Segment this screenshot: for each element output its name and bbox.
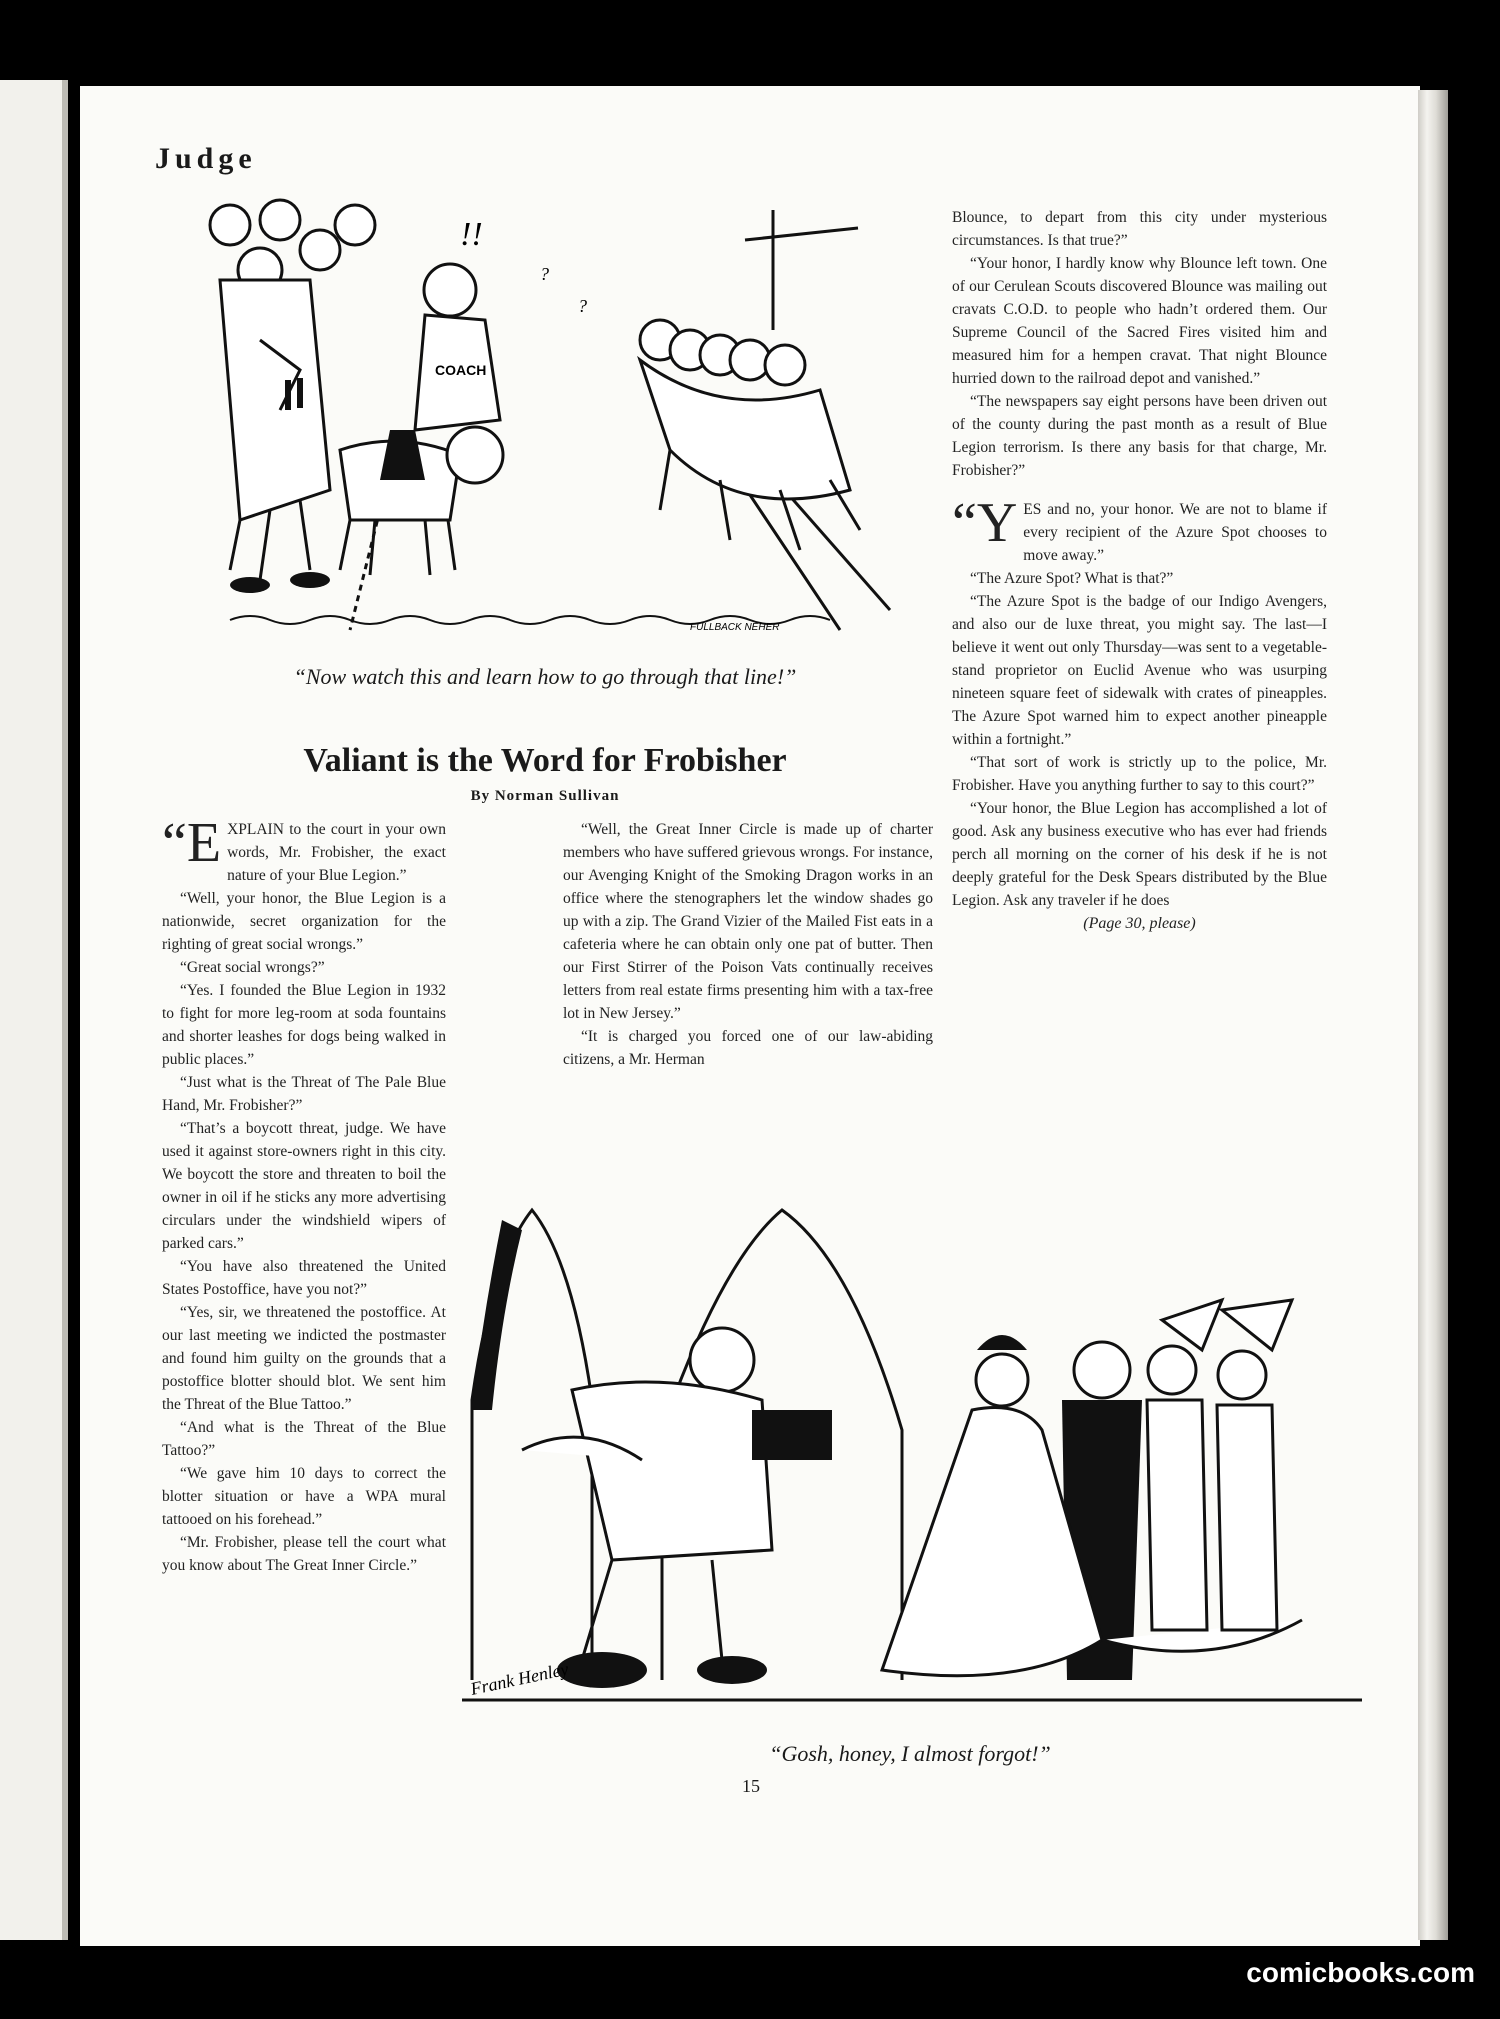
wedding-cartoon xyxy=(462,1200,1362,1730)
book-spine xyxy=(62,80,68,1940)
article-paragraph: “Yes. I founded the Blue Legion in 1932 to fight for more leg-room at soda fountains and shorter leashes for dogs being walked in public places.” xyxy=(162,982,446,1068)
article-paragraph: “The Azure Spot is the badge of our Indigo Avengers, and also our de luxe threat, you might say. The last—I believe it went out only Thursday—was sent to a vegetable-stand proprietor on Euclid Avenue who was usurping nineteen square feet of sidewalk with crates of pineapples. The Azure Spot warned him to expect another pineapple within a fortnight.” xyxy=(952,593,1327,748)
article-paragraph: “That sort of work is strictly up to the police, Mr. Frobisher. Have you anything further to say to this court?” xyxy=(952,754,1327,794)
article-paragraph: “Well, your honor, the Blue Legion is a nationwide, secret organization for the righting of great social wrongs.” xyxy=(162,890,446,953)
article-paragraph: Blounce, to depart from this city under mysterious circumstances. Is that true?” xyxy=(952,209,1327,249)
page-stack-edge xyxy=(1418,90,1448,1940)
article-paragraph: “That’s a boycott threat, judge. We have used it against store-owners right in this city. We boycott the store and threaten to boil the owner in oil if he sticks any more advertising circulars under the windshield wipers of parked cars.” xyxy=(162,1120,446,1252)
article-paragraph: “We gave him 10 days to correct the blotter situation or have a WPA mural tattooed on his forehead.” xyxy=(162,1465,446,1528)
article-paragraph: “Your honor, I hardly know why Blounce left town. One of our Cerulean Scouts discovered Blounce was mailing out cravats C.O.D. to people who hadn’t ordered them. Our Supreme Council of the Sacred Fires visited him and measured him for a hempen cravat. That night Blounce hurried down to the railroad depot and vanished.” xyxy=(952,255,1327,387)
svg-text:?: ? xyxy=(540,264,549,284)
article-paragraph: “Great social wrongs?” xyxy=(180,959,325,976)
facing-page-edge xyxy=(0,80,66,1940)
article-column-3 xyxy=(952,206,1327,935)
continued-note: (Page 30, please) xyxy=(1083,915,1196,932)
article-paragraph: “It is charged you forced one of our law-abiding citizens, a Mr. Herman xyxy=(563,1028,933,1068)
article-paragraph: “Y ES and no, your honor. We are not to blame if every recipient of the Azure Spot chooses to move away.” xyxy=(952,492,1327,564)
page-number: 15 xyxy=(742,1776,760,1796)
article-paragraph: “Yes, sir, we threatened the postoffice. At our last meeting we indicted the postmaster and found him guilty on the grounds that a postoffice blotter should blot. We sent him the Threat of the Blue Tattoo.” xyxy=(162,1304,446,1413)
svg-text:!!: !! xyxy=(460,216,483,253)
bottom-cartoon-caption: “Gosh, honey, I almost forgot!” xyxy=(769,1741,1051,1766)
coach-jersey-label: COACH xyxy=(435,362,487,378)
bottom-cartoon-signature: Frank Henley xyxy=(468,1658,571,1699)
top-cartoon-caption: “Now watch this and learn how to go through that line!” xyxy=(293,664,797,689)
dropcap-y: “Y xyxy=(952,492,1018,554)
football-cartoon xyxy=(200,190,900,650)
article-paragraph: “You have also threatened the United States Postoffice, have you not?” xyxy=(162,1258,446,1298)
article-paragraph: “Mr. Frobisher, please tell the court what you know about The Great Inner Circle.” xyxy=(162,1534,446,1574)
article-byline: By Norman Sullivan xyxy=(470,788,620,804)
svg-text:?: ? xyxy=(578,296,587,316)
article-column-1 xyxy=(162,812,446,1577)
article-paragraph: “And what is the Threat of the Blue Tattoo?” xyxy=(162,1419,446,1459)
dropcap-e: “E xyxy=(162,812,222,874)
article-title: Valiant is the Word for Frobisher xyxy=(303,742,787,779)
article-paragraph: “The Azure Spot? What is that?” xyxy=(970,570,1174,587)
article-paragraph: “Your honor, the Blue Legion has accomplished a lot of good. Ask any business executive who has ever had friends perch all morning on the corner of his desk if he is not deeply grateful for the Desk Spears distributed by the Blue Legion. Ask any traveler if he does xyxy=(952,800,1327,909)
article-column-2 xyxy=(563,818,933,1071)
article-paragraph: “The newspapers say eight persons have been driven out of the county during the past month as a result of Blue Legion terrorism. Is there any basis for that charge, Mr. Frobisher?” xyxy=(952,393,1327,479)
site-watermark: comicbooks.com xyxy=(1246,1957,1475,1988)
running-head: Judge xyxy=(155,142,257,175)
article-paragraph: “E XPLAIN to the court in your own words, Mr. Frobisher, the exact nature of your Blue Legion.” xyxy=(162,812,446,884)
article-paragraph: “Well, the Great Inner Circle is made up of charter members who have suffered grievous wrongs. For instance, our Avenging Knight of the Smoking Dragon works in an office where the stenographers let the window shades go up with a zip. The Grand Vizier of the Mailed Fist eats in a cafeteria where he can obtain only one pat of butter. Then our First Stirrer of the Poison Vats continually receives letters from real estate firms presenting him with a tax-free lot in New Jersey.” xyxy=(563,821,933,1022)
top-cartoon-signature: FULLBACK NEHER xyxy=(690,622,780,633)
article-paragraph: “Just what is the Threat of The Pale Blue Hand, Mr. Frobisher?” xyxy=(162,1074,446,1114)
